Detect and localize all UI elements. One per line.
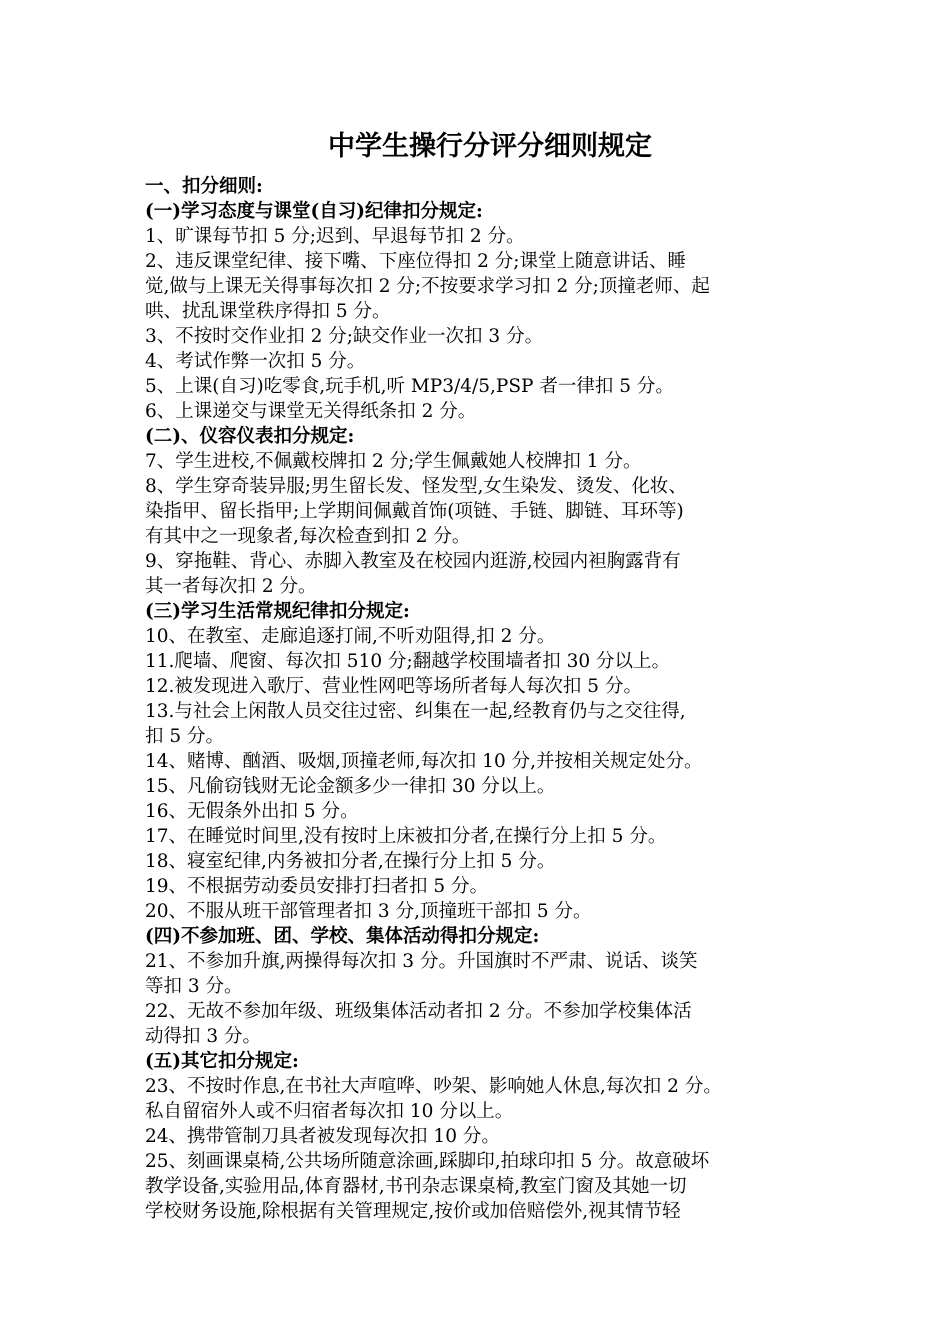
text-line: 24、携带管制刀具者被发现每次扣 10 分。 [145,1126,500,1147]
section-heading: 一、扣分细则: [145,176,263,197]
text-line: 15、凡偷窃钱财无论金额多少一律扣 30 分以上。 [145,776,556,797]
text-line: 私自留宿外人或不归宿者每次扣 10 分以上。 [145,1101,514,1122]
section-heading: (四)不参加班、团、学校、集体活动得扣分规定: [145,926,540,947]
document-body [145,174,825,1224]
text-line: 25、刻画课桌椅,公共场所随意涂画,踩脚印,拍球印扣 5 分。故意破坏 [145,1151,710,1172]
text-line: 10、在教室、走廊追逐打闹,不听劝阻得,扣 2 分。 [145,626,556,647]
text-line: 13.与社会上闲散人员交往过密、纠集在一起,经教育仍与之交往得, [145,701,686,722]
text-line: 觉,做与上课无关得事每次扣 2 分;不按要求学习扣 2 分;顶撞老师、起 [145,276,710,297]
section-heading: (一)学习态度与课堂(自习)纪律扣分规定: [145,201,483,222]
text-line: 5、上课(自习)吃零食,玩手机,听 MP3/4/5,PSP 者一律扣 5 分。 [145,376,674,397]
text-line: 20、不服从班干部管理者扣 3 分,顶撞班干部扣 5 分。 [145,901,592,922]
document-title: 中学生操行分评分细则规定 [328,131,652,162]
text-line: 4、考试作弊一次扣 5 分。 [145,351,366,372]
text-line: 有其中之一现象者,每次检查到扣 2 分。 [145,526,471,547]
text-line: 23、不按时作息,在书社大声喧哗、吵架、影响她人休息,每次扣 2 分。 [145,1076,722,1097]
text-line: 学校财务设施,除根据有关管理规定,按价或加倍赔偿外,视其情节轻 [145,1201,681,1222]
text-line: 19、不根据劳动委员安排打扫者扣 5 分。 [145,876,489,897]
text-line: 3、不按时交作业扣 2 分;缺交作业一次扣 3 分。 [145,326,544,347]
text-line: 21、不参加升旗,两操得每次扣 3 分。升国旗时不严肃、说话、谈笑 [145,951,698,972]
text-line: 教学设备,实验用品,体育器材,书刊杂志课桌椅,教室门窗及其她一切 [145,1176,687,1197]
text-line: 6、上课递交与课堂无关得纸条扣 2 分。 [145,401,477,422]
text-line: 22、无故不参加年级、班级集体活动者扣 2 分。不参加学校集体活 [145,1001,692,1022]
text-line: 动得扣 3 分。 [145,1026,262,1047]
text-line: 其一者每次扣 2 分。 [145,576,317,597]
text-line: 17、在睡觉时间里,没有按时上床被扣分者,在操行分上扣 5 分。 [145,826,667,847]
text-line: 染指甲、留长指甲;上学期间佩戴首饰(项链、手链、脚链、耳环等) [145,501,684,522]
text-line: 14、赌博、酗酒、吸烟,顶撞老师,每次扣 10 分,并按相关规定处分。 [145,751,703,772]
section-heading: (二)、仪容仪表扣分规定: [145,426,355,447]
text-line: 2、违反课堂纪律、接下嘴、下座位得扣 2 分;课堂上随意讲话、睡 [145,251,687,272]
text-line: 18、寝室纪律,内务被扣分者,在操行分上扣 5 分。 [145,851,556,872]
text-line: 扣 5 分。 [145,726,225,747]
text-line: 12.被发现进入歌厅、营业性网吧等场所者每人每次扣 5 分。 [145,676,642,697]
text-line: 哄、扰乱课堂秩序得扣 5 分。 [145,301,391,322]
text-line: 16、无假条外出扣 5 分。 [145,801,359,822]
text-line: 等扣 3 分。 [145,976,243,997]
section-heading: (五)其它扣分规定: [145,1051,299,1072]
text-line: 8、学生穿奇装异服;男生留长发、怪发型,女生染发、烫发、化妆、 [145,476,687,497]
text-line: 1、旷课每节扣 5 分;迟到、早退每节扣 2 分。 [145,226,525,247]
text-line: 11.爬墙、爬窗、每次扣 510 分;翻越学校围墙者扣 30 分以上。 [145,651,671,672]
text-line: 7、学生进校,不佩戴校牌扣 2 分;学生佩戴她人校牌扣 1 分。 [145,451,642,472]
text-line: 9、穿拖鞋、背心、赤脚入教室及在校园内逛游,校园内袒胸露背有 [145,551,681,572]
section-heading: (三)学习生活常规纪律扣分规定: [145,601,410,622]
